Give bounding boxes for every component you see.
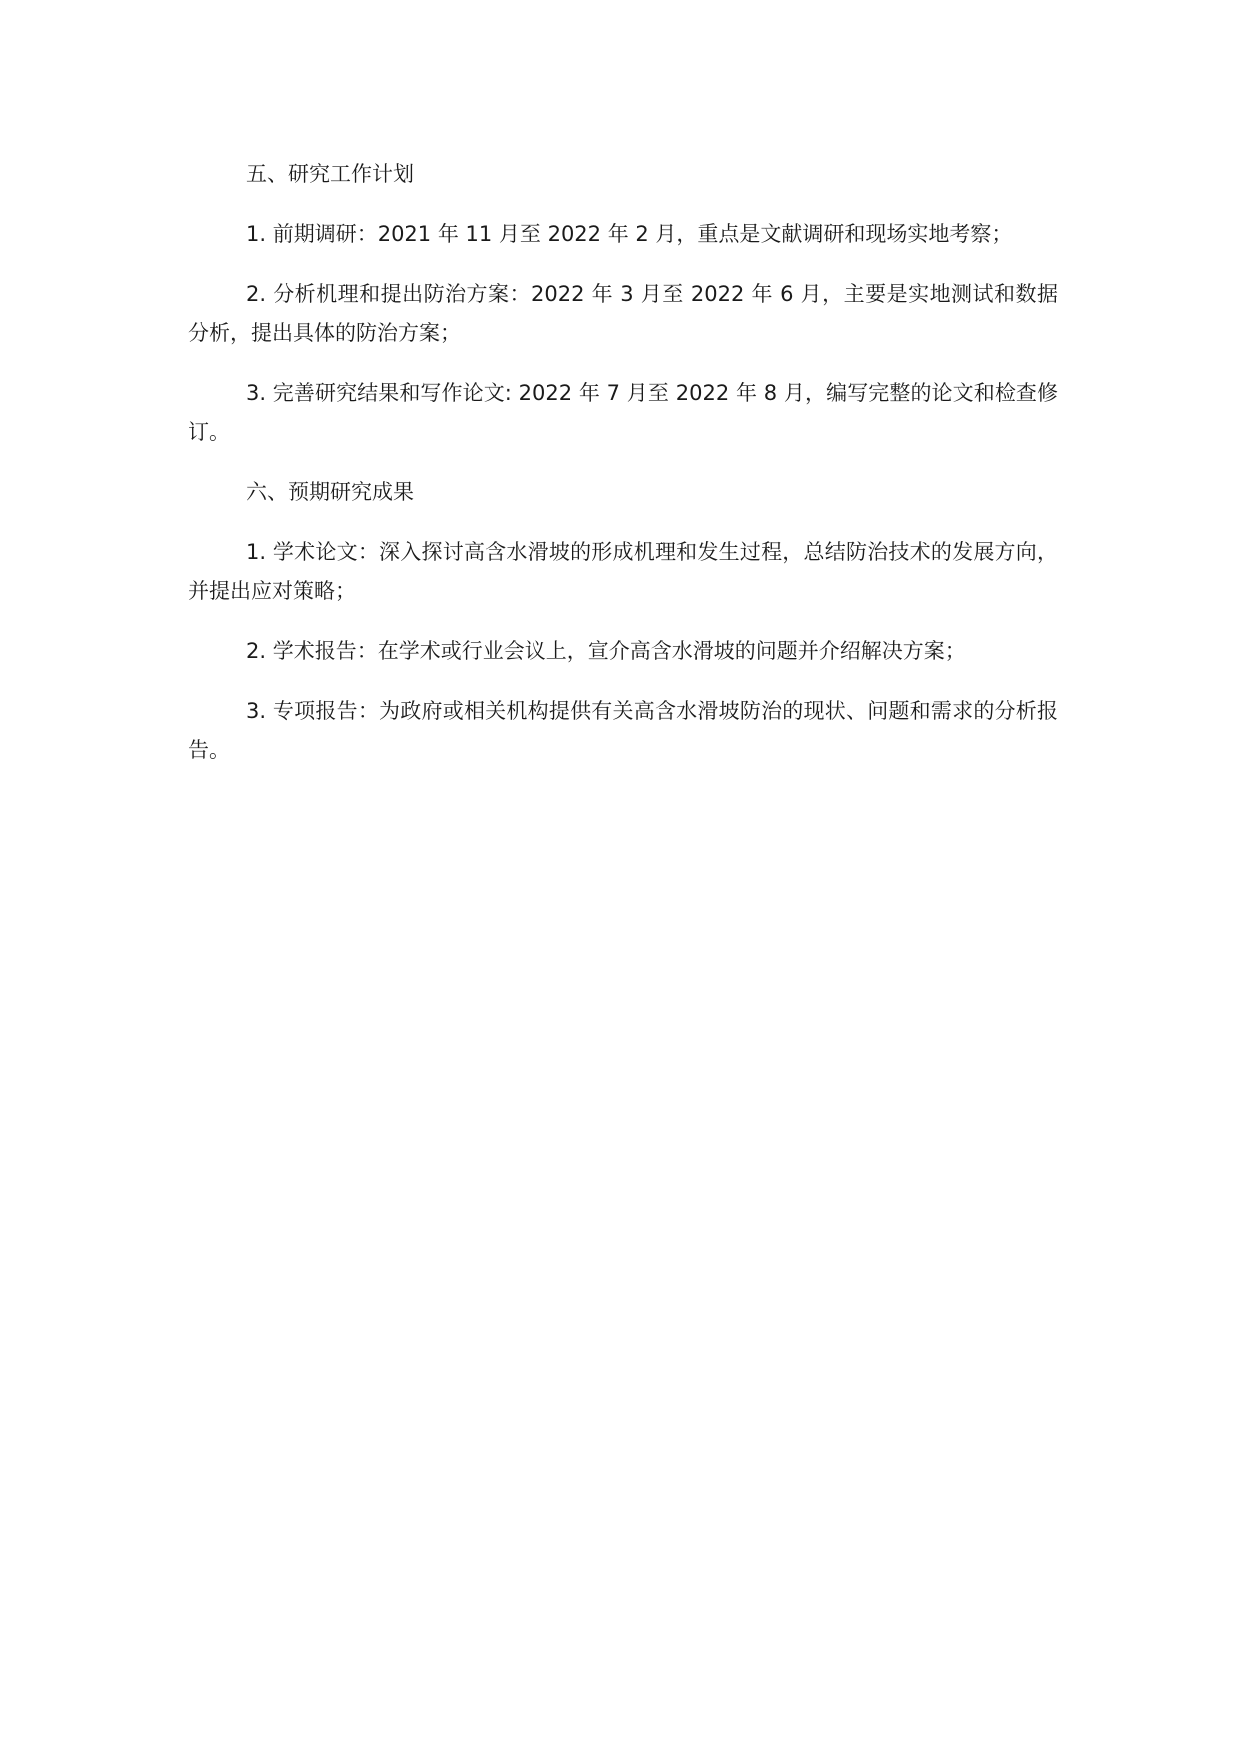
plan-item-2: 2. 分析机理和提出防治方案：2022 年 3 月至 2022 年 6 月，主要是实地测试和数据分析，提出具体的防治方案；: [188, 282, 1058, 345]
plan-item-3: 3. 完善研究结果和写作论文: 2022 年 7 月至 2022 年 8 月，编写完整的论文和检查修订。: [188, 381, 1058, 444]
result-item-2: 2. 学术报告：在学术或行业会议上，宣介高含水滑坡的问题并介绍解决方案；: [246, 639, 966, 663]
result-item-1: 1. 学术论文：深入探讨高含水滑坡的形成机理和发生过程，总结防治技术的发展方向，并提出应对策略；: [188, 540, 1058, 603]
section-heading-expected-results: 六、预期研究成果: [246, 480, 414, 504]
section-heading-research-plan: 五、研究工作计划: [246, 162, 414, 186]
document-body: [188, 155, 1058, 770]
result-item-3: 3. 专项报告：为政府或相关机构提供有关高含水滑坡防治的现状、问题和需求的分析报告。: [188, 699, 1058, 762]
plan-item-1: 1. 前期调研：2021 年 11 月至 2022 年 2 月，重点是文献调研和现场实地考察；: [246, 222, 1013, 246]
